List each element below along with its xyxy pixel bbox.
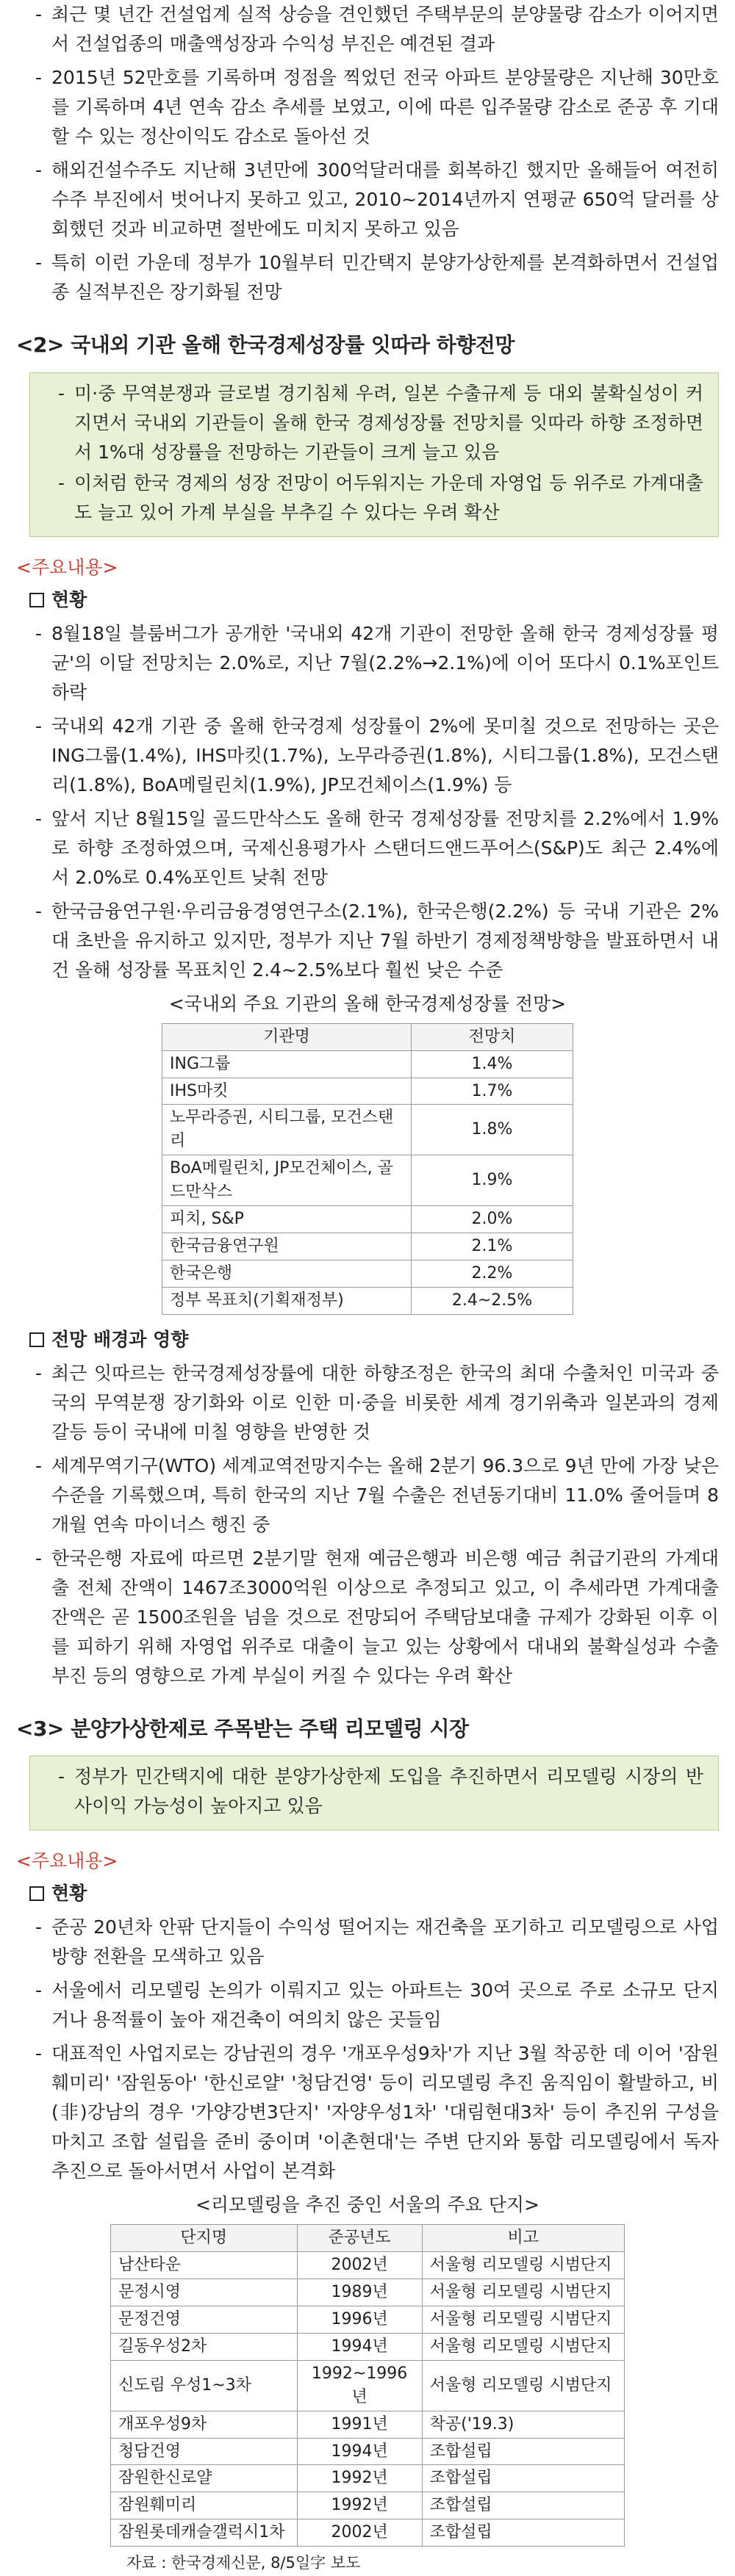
table-cell: 조합설립: [422, 2438, 624, 2465]
table-row: [162, 1078, 573, 1105]
list-item: - 준공 20년차 안팎 단지들이 수익성 떨어지는 재건축을 포기하고 리모델링으로 사업방향 전환을 모색하고 있음: [35, 1916, 719, 1968]
table-row: [162, 1233, 573, 1260]
checkbox-icon: [29, 1886, 44, 1901]
table-cell: 1994년: [297, 2438, 422, 2465]
table-header-cell: 기관명: [162, 1023, 412, 1050]
table-cell: 1992년: [297, 2465, 422, 2492]
table-cell: 문정건영: [111, 2306, 298, 2334]
section-2-main-label: <주요내용>: [16, 556, 118, 578]
table-cell: 2.1%: [412, 1233, 573, 1260]
table-header-cell: 전망치: [412, 1023, 573, 1050]
section-3-status-heading: 현황: [29, 1879, 719, 1908]
checkbox-icon: [29, 593, 44, 607]
list-item: - 한국금융연구원·우리금융경영연구소(2.1%), 한국은행(2.2%) 등 국내 기관은 2%대 초반을 유지하고 있지만, 정부가 지난 7월 하반기 경제정책방향을 발표하면서 내건 올해 성장률 목표치인 2.4~2.5%보다 훨씬 낮은 수준: [35, 900, 719, 981]
section-2-status-list: [16, 619, 719, 985]
table-cell: 1.8%: [412, 1105, 573, 1155]
table-cell: 1992년: [297, 2492, 422, 2519]
table-cell: 1.9%: [412, 1155, 573, 1206]
table-cell: 정부 목표치(기획재정부): [162, 1287, 412, 1314]
growth-table-caption: <국내외 주요 기관의 올해 한국경제성장률 전망>: [168, 992, 567, 1014]
table-cell: BoA메릴린치, JP모건체이스, 골드만삭스: [162, 1155, 412, 1206]
table-cell: 1989년: [297, 2279, 422, 2306]
intro-bullet-list: [16, 0, 719, 307]
list-item: - 세계무역기구(WTO) 세계교역전망지수는 올해 2분기 96.3으로 9년 만에 가장 낮은 수준을 기록했으며, 특히 한국의 지난 7월 수출은 전년동기대비 11.0% 줄어들며 8개월 연속 마이너스 행진 중: [35, 1454, 719, 1535]
table-row: [162, 1050, 573, 1078]
list-item: - 2015년 52만호를 기록하며 정점을 찍었던 전국 아파트 분양물량은 지난해 30만호를 기록하며 4년 연속 감소 추세를 보였고, 이에 따른 입주물량 감소로 준공 후 기대할 수 있는 정산이익도 감소로 돌아선 것: [35, 67, 719, 147]
table-cell: 서울형 리모델링 시범단지: [422, 2360, 624, 2411]
table-cell: 1.7%: [412, 1078, 573, 1105]
list-item: - 한국은행 자료에 따르면 2분기말 현재 예금은행과 비은행 예금 취급기관의 가계대출 전체 잔액이 1467조3000억원 이상으로 추정되고 있고, 이 추세라면 가계대출 잔액은 곧 1500조원을 넘을 것으로 전망되어 주택담보대출 규제가 강화된 이후 이를 피하기 위해 자영업 위주로 대출이 늘고 있는 상황에서 대내외 불확실성과 수출 부진 등의 영향으로 가계 부실이 커질 수 있다는 우려 확산: [35, 1547, 719, 1686]
table-cell: 조합설립: [422, 2492, 624, 2519]
table-row: [111, 2360, 625, 2411]
table-header-cell: 단지명: [111, 2225, 298, 2252]
remodeling-complex-table: [110, 2224, 625, 2547]
table-cell: 2.2%: [412, 1260, 573, 1287]
section-3-main-label: <주요내용>: [16, 1850, 118, 1872]
list-item: - 대표적인 사업지로는 강남권의 경우 '개포우성9차'가 지난 3월 착공한 데 이어 '잠원훼미리' '잠원동아' '한신로얄' '청담건영' 등이 리모델링 추진 움직임이 활발하고, 비(非)강남의 경우 '가양강변3단지' '자양우성1차' '대림현대3차' 등이 추진위 구성을 마치고 조합 설립을 준비 중이며 '이촌현대'는 주변 단지와 통합 리모델링에서 독자 추진으로 돌아서면서 사업이 본격화: [35, 2043, 719, 2182]
list-item: - 최근 잇따르는 한국경제성장률에 대한 하향조정은 한국의 최대 수출처인 미국과 중국의 무역분쟁 장기화와 이로 인한 미·중을 비롯한 세계 경기위축과 일본과의 경제 갈등 등이 국내에 미칠 영향을 반영한 것: [35, 1362, 719, 1443]
table-cell: 착공('19.3): [422, 2411, 624, 2438]
table-cell: 남산타운: [111, 2252, 298, 2279]
table-row: [111, 2333, 625, 2360]
table-cell: 잠원훼미리: [111, 2492, 298, 2519]
table-header-row: [111, 2225, 625, 2252]
section-2-summary-box: [29, 372, 719, 537]
table-header-cell: 비고: [422, 2225, 624, 2252]
section-3-title: <3> 분양가상한제로 주목받는 주택 리모델링 시장: [16, 1716, 469, 1741]
table-row: [162, 1260, 573, 1287]
list-item: - 미·중 무역분쟁과 글로벌 경기침체 우려, 일본 수출규제 등 대외 불확실성이 커지면서 국내외 기관들이 올해 한국 경제성장률 전망치를 잇따라 하향 조정하면서 1%대 성장률을 전망하는 기관들이 크게 늘고 있음: [58, 382, 703, 463]
table-cell: 서울형 리모델링 시범단지: [422, 2279, 624, 2306]
table-cell: 잠원롯데캐슬갤럭시1차: [111, 2519, 298, 2547]
section-2-status-heading: 현황: [29, 585, 719, 615]
source-note: 자료 : 한국경제신문, 8/5일字 보도: [126, 2554, 361, 2572]
table-header-row: [162, 1023, 573, 1050]
remodel-table-caption: <리모델링을 추진 중인 서울의 주요 단지>: [195, 2194, 540, 2216]
table-header-cell: 준공년도: [297, 2225, 422, 2252]
table-cell: 한국금융연구원: [162, 1233, 412, 1260]
table-cell: 2.4~2.5%: [412, 1287, 573, 1314]
table-row: [111, 2465, 625, 2492]
table-cell: 1991년: [297, 2411, 422, 2438]
list-item: - 특히 이런 가운데 정부가 10월부터 민간택지 분양가상한제를 본격화하면서 건설업종 실적부진은 장기화될 전망: [35, 252, 719, 303]
table-cell: 1994년: [297, 2333, 422, 2360]
list-item: - 8월18일 블룸버그가 공개한 '국내외 42개 기관이 전망한 올해 한국 경제성장률 평균'의 이달 전망치는 2.0%로, 지난 7월(2.2%→2.1%)에 이어 또다시 0.1%포인트 하락: [35, 622, 719, 703]
list-item: - 최근 몇 년간 건설업계 실적 상승을 견인했던 주택부문의 분양물량 감소가 이어지면서 건설업종의 매출액성장과 수익성 부진은 예견된 결과: [35, 4, 719, 54]
table-row: [111, 2279, 625, 2306]
table-cell: 개포우성9차: [111, 2411, 298, 2438]
growth-forecast-table: [162, 1023, 573, 1315]
table-cell: 길동우성2차: [111, 2333, 298, 2360]
table-row: [162, 1155, 573, 1206]
table-row: [162, 1206, 573, 1233]
table-cell: 문정시영: [111, 2279, 298, 2306]
table-cell: 1996년: [297, 2306, 422, 2334]
table-row: [111, 2492, 625, 2519]
table-cell: 청담건영: [111, 2438, 298, 2465]
table-cell: 서울형 리모델링 시범단지: [422, 2306, 624, 2334]
table-row: [111, 2252, 625, 2279]
table-row: [162, 1287, 573, 1314]
table-cell: 조합설립: [422, 2519, 624, 2547]
list-item: - 앞서 지난 8월15일 골드만삭스도 올해 한국 경제성장률 전망치를 2.2%에서 1.9%로 하향 조정하였으며, 국제신용평가사 스탠더드앤드푸어스(S&P)도 최근 2.4%에서 2.0%로 0.4%포인트 낮춰 전망: [35, 807, 719, 888]
table-cell: 피치, S&P: [162, 1206, 412, 1233]
table-cell: 서울형 리모델링 시범단지: [422, 2252, 624, 2279]
table-cell: 1992~1996년: [297, 2360, 422, 2411]
list-item: - 정부가 민간택지에 대한 분양가상한제 도입을 추진하면서 리모델링 시장의 반사이익 가능성이 높아지고 있음: [58, 1766, 703, 1817]
table-cell: 2.0%: [412, 1206, 573, 1233]
table-row: [111, 2519, 625, 2547]
table-cell: 서울형 리모델링 시범단지: [422, 2333, 624, 2360]
list-item: - 이처럼 한국 경제의 성장 전망이 어두워지는 가운데 자영업 등 위주로 가계대출도 늘고 있어 가계 부실을 부추길 수 있다는 우려 확산: [58, 472, 703, 523]
section-2-title: <2> 국내외 기관 올해 한국경제성장률 잇따라 하향전망: [16, 333, 514, 357]
table-cell: 1.4%: [412, 1050, 573, 1078]
table-row: [111, 2411, 625, 2438]
list-item: - 서울에서 리모델링 논의가 이뤄지고 있는 아파트는 30여 곳으로 주로 소규모 단지거나 용적률이 높아 재건축이 여의치 않은 곳들임: [35, 1980, 719, 2031]
table-cell: 노무라증권, 시티그룹, 모건스탠리: [162, 1105, 412, 1155]
list-item: - 해외건설수주도 지난해 3년만에 300억달러대를 회복하긴 했지만 올해들어 여전히 수주 부진에서 벗어나지 못하고 있고, 2010~2014년까지 연평균 650억 달러를 상회했던 것과 비교하면 절반에도 미치지 못하고 있음: [35, 159, 719, 239]
table-row: [162, 1105, 573, 1155]
table-cell: 조합설립: [422, 2465, 624, 2492]
section-2-background-list: [16, 1359, 719, 1691]
section-2-background-heading: 전망 배경과 영향: [29, 1325, 719, 1354]
section-3-summary-box: [29, 1756, 719, 1830]
table-row: [111, 2438, 625, 2465]
section-3-status-list: [16, 1913, 719, 2186]
table-cell: 한국은행: [162, 1260, 412, 1287]
table-cell: 신도림 우성1~3차: [111, 2360, 298, 2411]
table-cell: IHS마킷: [162, 1078, 412, 1105]
checkbox-icon: [29, 1332, 44, 1347]
document-page: [16, 0, 719, 2576]
table-cell: 2002년: [297, 2519, 422, 2547]
list-item: - 국내외 42개 기관 중 올해 한국경제 성장률이 2%에 못미칠 것으로 전망하는 곳은 ING그룹(1.4%), IHS마킷(1.7%), 노무라증권(1.8%), 시티그룹(1.8%), 모건스탠리(1.8%), BoA메릴린치(1.9%), JP모건체이스(1.9%) 등: [35, 715, 719, 795]
table-cell: ING그룹: [162, 1050, 412, 1078]
table-cell: 2002년: [297, 2252, 422, 2279]
table-cell: 잠원한신로얄: [111, 2465, 298, 2492]
table-row: [111, 2306, 625, 2334]
